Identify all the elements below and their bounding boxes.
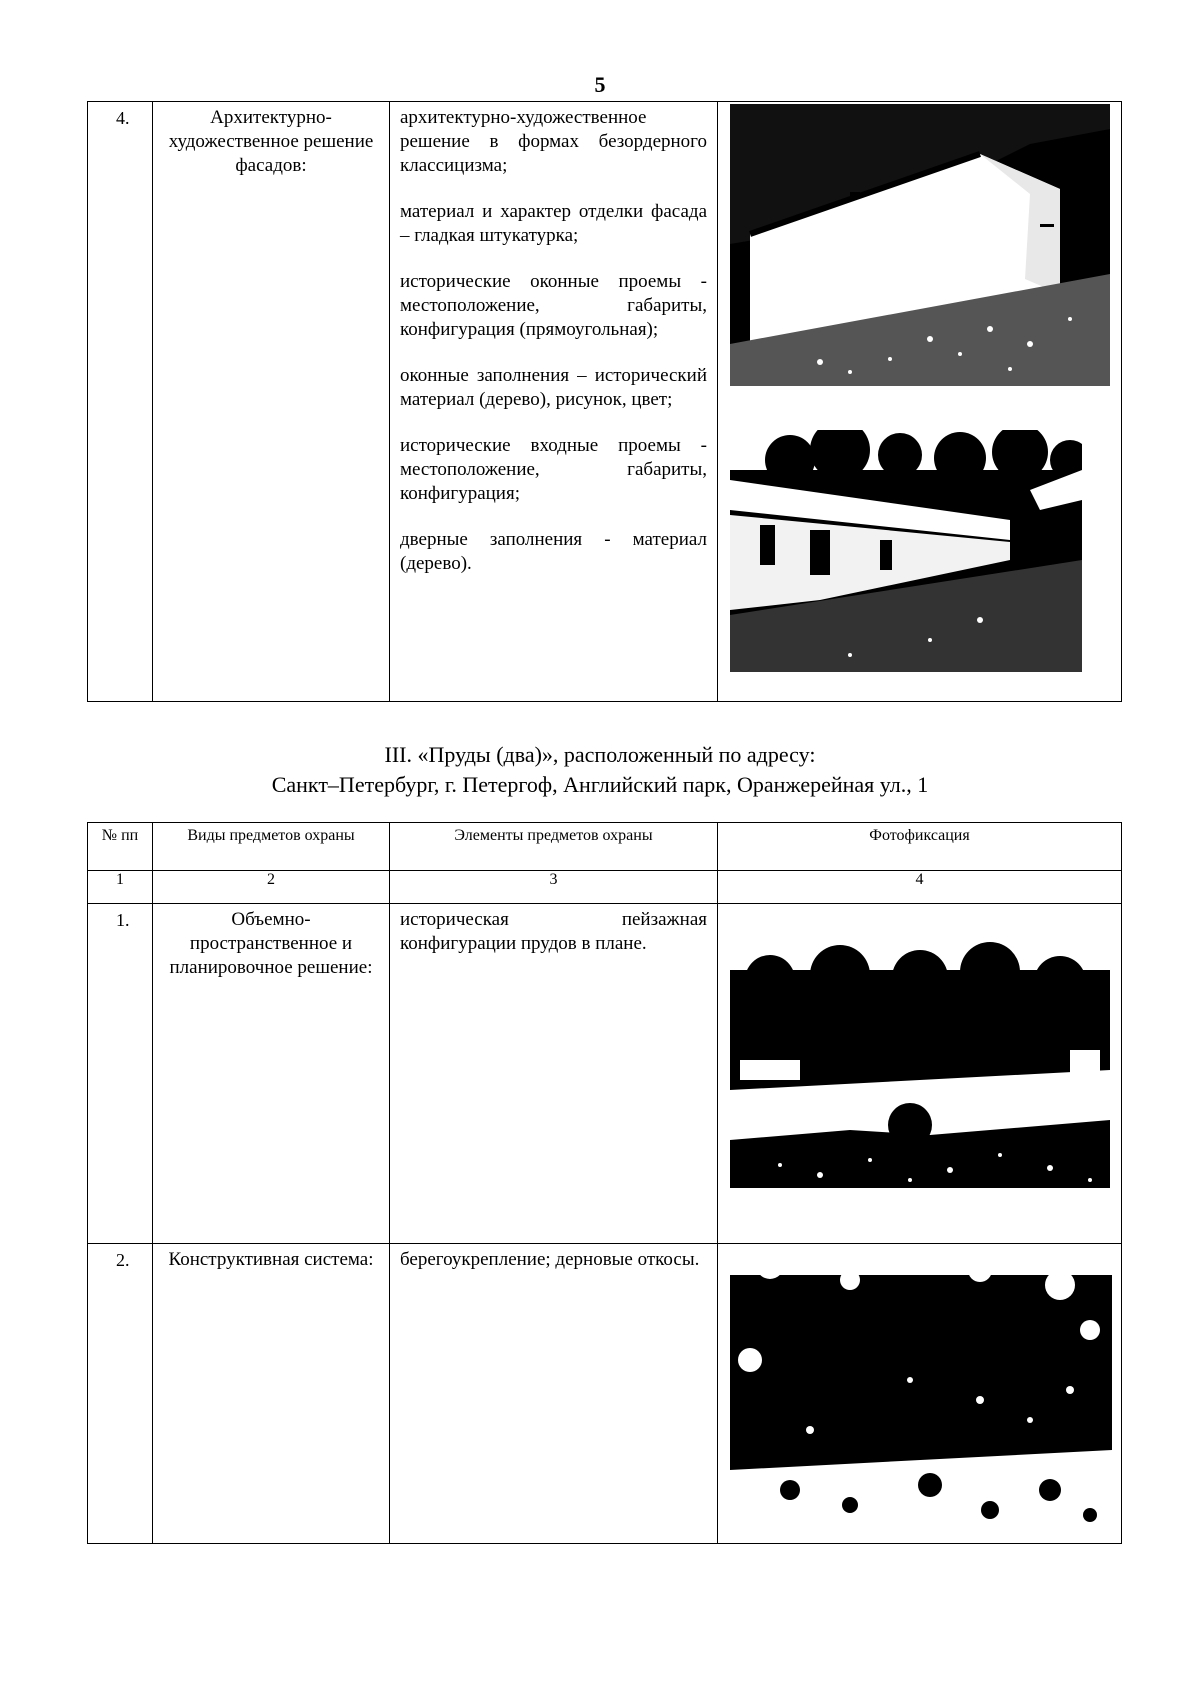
element-item: исторические оконные проемы - местоположение, габариты, конфигурация (прямоугольная); <box>400 271 707 340</box>
section-title-line1: III. «Пруды (два)», расположенный по адресу: <box>384 742 816 767</box>
column-index: 1 <box>88 871 153 904</box>
column-header-kind: Виды предметов охраны <box>153 823 390 871</box>
facade-photo-2 <box>730 430 1082 672</box>
facade-photo-1 <box>730 104 1110 386</box>
column-header-elements: Элементы предметов охраны <box>390 823 718 871</box>
column-header-photo: Фотофиксация <box>718 823 1122 871</box>
table-header-row <box>88 823 1122 871</box>
element-item: историческая пейзажная конфигурации прудов в плане. <box>400 909 707 954</box>
column-index-row <box>88 871 1122 904</box>
row-number: 1. <box>88 904 153 1244</box>
page-number: 5 <box>594 72 606 97</box>
element-item: дверные заполнения - материал (дерево). <box>400 529 707 574</box>
protection-elements <box>390 1244 718 1544</box>
element-item: архитектурно-художественное решение в формах безордерного классицизма; <box>400 107 707 176</box>
row-number: 2. <box>88 1244 153 1544</box>
column-index: 4 <box>718 871 1122 904</box>
column-header-number: № пп <box>88 823 153 871</box>
element-item: материал и характер отделки фасада – гладкая штукатурка; <box>400 201 707 246</box>
row-number: 4. <box>88 102 153 702</box>
protection-elements <box>390 102 718 702</box>
column-index: 3 <box>390 871 718 904</box>
protection-elements <box>390 904 718 1244</box>
column-index: 2 <box>153 871 390 904</box>
pond-photo <box>730 940 1110 1188</box>
bank-photo <box>730 1250 1112 1530</box>
protection-kind: Конструктивная система: <box>153 1244 390 1544</box>
protection-kind: Объемно-пространственное и планировочное решение: <box>153 904 390 1244</box>
protection-kind: Архитектурно-художественное решение фасадов: <box>153 102 390 702</box>
element-item: берегоукрепление; дерновые откосы. <box>400 1249 700 1270</box>
section-title-line2: Санкт–Петербург, г. Петергоф, Английский парк, Оранжерейная ул., 1 <box>271 772 929 797</box>
element-item: исторические входные проемы - местоположение, габариты, конфигурация; <box>400 435 707 504</box>
element-item: оконные заполнения – исторический материал (дерево), рисунок, цвет; <box>400 365 707 410</box>
